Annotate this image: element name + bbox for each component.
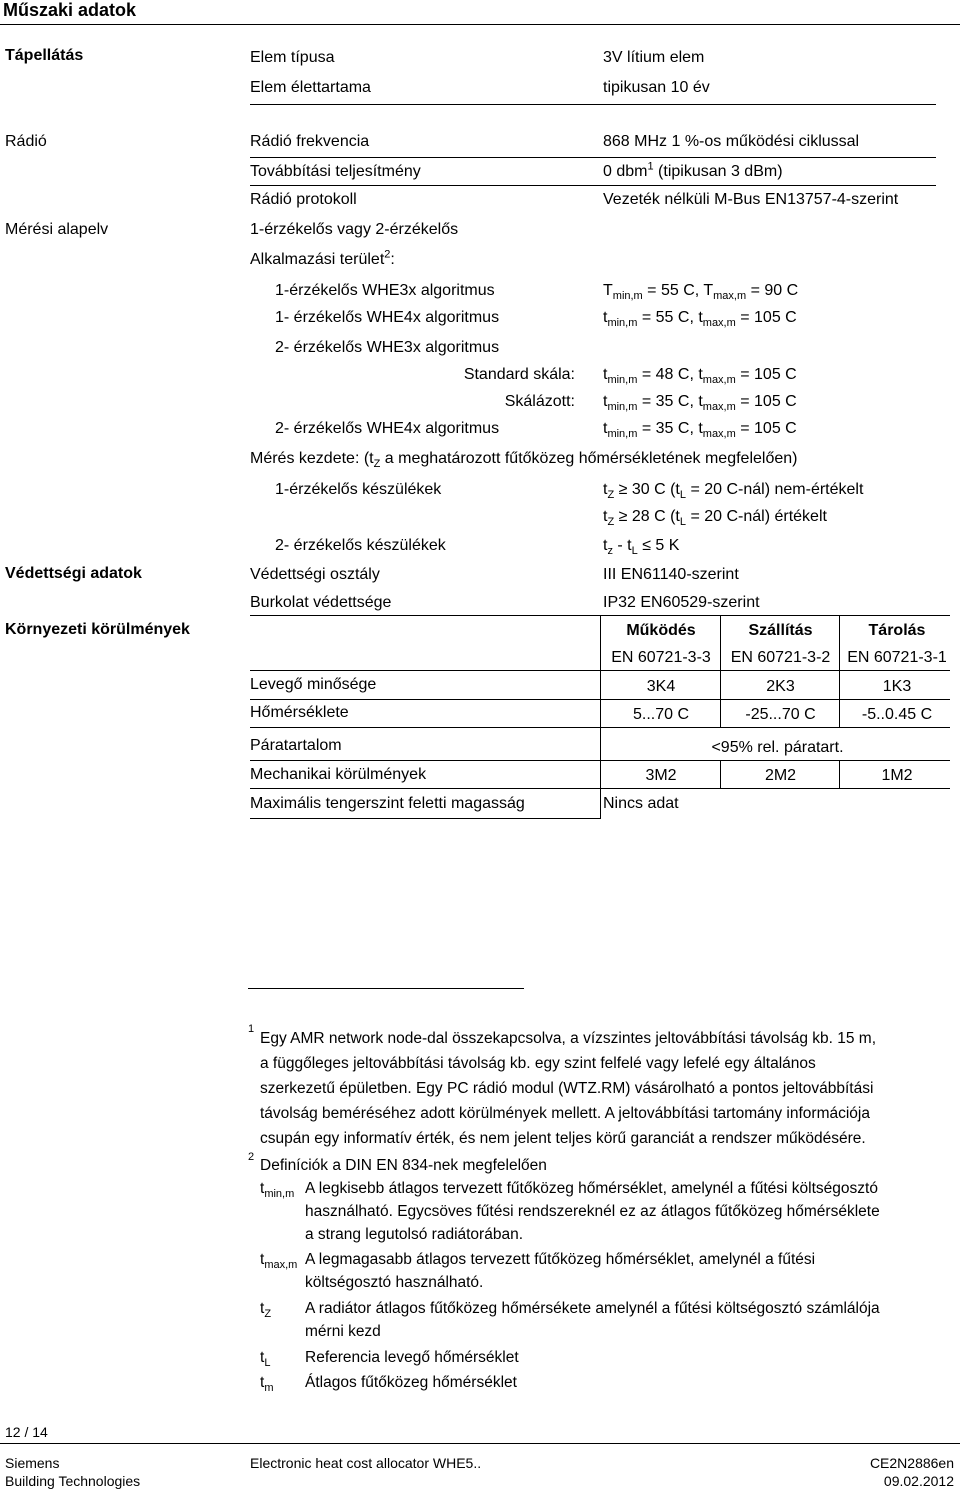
env-header-transport: Szállítás bbox=[748, 622, 813, 639]
section-measurement: Mérési alapelv bbox=[5, 221, 109, 238]
section-environment: Környezeti körülmények bbox=[5, 621, 190, 638]
housing-value: IP32 EN60529-szerint bbox=[603, 594, 760, 611]
env-vline-2 bbox=[720, 616, 721, 728]
standard-value: $t_{min,m} = 48$ C, $t_{max,m} = 105$ C bbox=[603, 366, 797, 387]
title-rule bbox=[0, 24, 960, 25]
footer-company-2: Building Technologies bbox=[5, 1473, 141, 1489]
def-tz-line-1: A radiátor átlagos fűtőközeg hőmérsékete amelynél a fűtési költségosztó számlálója bbox=[305, 1300, 880, 1317]
def-tmin-line-3: a strang legutolsó radiátorában. bbox=[305, 1226, 524, 1243]
radio-rule-2 bbox=[250, 185, 936, 186]
air-quality-storage: 1K3 bbox=[882, 678, 912, 695]
protection-class-label: Védettségi osztály bbox=[250, 566, 380, 583]
def-tmax-line-2: költségosztó használható. bbox=[305, 1274, 484, 1291]
air-quality-transport: 2K3 bbox=[766, 678, 795, 695]
footnote-1-line-3: szerkezetű épületben. Egy PC rádió modul (WTZ.RM) vásárolható a pontos jeltovábbítási bbox=[260, 1080, 874, 1097]
sensor-mode: 1-érzékelős vagy 2-érzékelős bbox=[250, 221, 459, 238]
air-quality-operation: 3K4 bbox=[646, 678, 676, 695]
env-standard-transport: EN 60721-3-2 bbox=[730, 649, 831, 666]
measurement-start: Mérés kezdete: ($t_Z$ a meghatározott fűtőközeg hőmérsékletének megfelelően) bbox=[250, 450, 798, 471]
env-vline-3 bbox=[839, 616, 840, 728]
def-tmax-symbol: $t_{max,m}$ bbox=[260, 1251, 298, 1272]
scaled-label: Skálázott: bbox=[504, 393, 575, 410]
housing-label: Burkolat védettsége bbox=[250, 594, 392, 611]
air-quality-label: Levegő minősége bbox=[250, 676, 377, 693]
humidity-value: <95% rel. páratart. bbox=[711, 739, 844, 756]
footnote-1-line-5: csupán egy informatív érték, és nem jelent teljes körű garanciát a rendszer működésére. bbox=[260, 1130, 866, 1147]
whe4x-1s-value: $t_{min,m} = 55$ C, $t_{max,m} = 105$ C bbox=[603, 309, 797, 330]
def-tmax-line-1: A legmagasabb átlagos tervezett fűtőközeg hőmérséklet, amelynél a fűtési bbox=[305, 1251, 816, 1268]
def-tmin-line-1: A legkisebb átlagos tervezett fűtőközeg hőmérséklet, amelynél a fűtési költségosztó bbox=[305, 1180, 878, 1197]
one-sensor-line-1: $t_Z \ge 30$ C ($t_L = 20$ C-nál) nem-értékelt bbox=[603, 481, 864, 502]
whe4x-1s-label: 1- érzékelős WHE4x algoritmus bbox=[275, 309, 500, 326]
battery-life-label: Elem élettartama bbox=[250, 79, 371, 96]
power-rule bbox=[250, 104, 936, 105]
env-vline-1 bbox=[600, 616, 601, 819]
radio-freq-value: 868 MHz 1 %-os működési ciklussal bbox=[603, 133, 860, 150]
mechanical-storage: 1M2 bbox=[881, 767, 913, 784]
battery-type-value: 3V lítium elem bbox=[603, 49, 705, 66]
footer-doc-id: CE2N2886en bbox=[869, 1455, 954, 1471]
one-sensor-devices: 1-érzékelős készülékek bbox=[275, 481, 442, 498]
env-vline-4 bbox=[720, 761, 721, 789]
page-number: 12 / 14 bbox=[5, 1424, 48, 1440]
whe3x-1s-label: 1-érzékelős WHE3x algoritmus bbox=[275, 282, 495, 299]
radio-rule-1 bbox=[250, 157, 936, 158]
footnote-separator bbox=[248, 988, 524, 989]
page-title: Műszaki adatok bbox=[3, 0, 137, 20]
def-tl-symbol: $t_L$ bbox=[260, 1349, 271, 1370]
radio-protocol-label: Rádió protokoll bbox=[250, 191, 357, 208]
env-standard-storage: EN 60721-3-1 bbox=[847, 649, 947, 666]
radio-power-value: 0 dbm$^1$ (tipikusan 3 dBm) bbox=[603, 160, 783, 180]
altitude-value: Nincs adat bbox=[603, 795, 679, 812]
one-sensor-line-2: $t_Z \ge 28$ C ($t_L = 20$ C-nál) értékelt bbox=[603, 508, 827, 529]
temperature-label: Hőmérséklete bbox=[250, 704, 349, 721]
battery-type-label: Elem típusa bbox=[250, 49, 335, 66]
whe4x-2s-label: 2- érzékelős WHE4x algoritmus bbox=[275, 420, 500, 437]
radio-freq-label: Rádió frekvencia bbox=[250, 133, 370, 150]
two-sensor-line: $t_z - t_L \le 5$ K bbox=[603, 537, 680, 558]
battery-life-value: tipikusan 10 év bbox=[603, 79, 710, 96]
temperature-transport: -25...70 C bbox=[745, 706, 816, 723]
footer-company-1: Siemens bbox=[5, 1455, 60, 1471]
footnote-1-line-2: a függőleges jeltovábbítási távolság kb. egy szint felfelé vagy lefelé egy általános bbox=[260, 1055, 816, 1072]
scaled-value: $t_{min,m} = 35$ C, $t_{max,m} = 105$ C bbox=[603, 393, 797, 414]
whe4x-2s-value: $t_{min,m} = 35$ C, $t_{max,m} = 105$ C bbox=[603, 420, 797, 441]
footnote-2-title: Definíciók a DIN EN 834-nek megfelelően bbox=[260, 1157, 547, 1174]
whe3x-1s-value: $T_{min,m} = 55$ C, $T_{max,m} = 90$ C bbox=[603, 282, 799, 303]
mechanical-operation: 3M2 bbox=[645, 767, 677, 784]
def-tz-symbol: $t_Z$ bbox=[260, 1300, 272, 1321]
def-tl-line-1: Referencia levegő hőmérséklet bbox=[305, 1349, 519, 1366]
def-tz-line-2: mérni kezd bbox=[305, 1323, 381, 1340]
footnote-2-number: 2 bbox=[248, 1151, 255, 1163]
section-power: Tápellátás bbox=[5, 47, 84, 64]
application-label: Alkalmazási terület$^2$: bbox=[250, 248, 395, 268]
mechanical-transport: 2M2 bbox=[764, 767, 797, 784]
def-tmin-symbol: $t_{min,m}$ bbox=[260, 1180, 295, 1201]
def-tm-line-1: Átlagos fűtőközeg hőmérséklet bbox=[305, 1374, 517, 1391]
two-sensor-devices: 2- érzékelős készülékek bbox=[275, 537, 446, 554]
protection-class-value: III EN61140-szerint bbox=[603, 566, 739, 583]
footer-date: 09.02.2012 bbox=[883, 1473, 954, 1489]
env-vline-5 bbox=[839, 761, 840, 789]
env-rule-6 bbox=[250, 818, 600, 819]
footer-rule bbox=[0, 1443, 960, 1444]
whe3x-2s-label: 2- érzékelős WHE3x algoritmus bbox=[275, 339, 500, 356]
footnote-1-line-1: Egy AMR network node-dal összekapcsolva, a vízszintes jeltovábbítási távolság kb. 15 m, bbox=[260, 1030, 876, 1047]
env-header-storage: Tárolás bbox=[868, 622, 926, 639]
section-protection: Védettségi adatok bbox=[5, 565, 142, 582]
humidity-label: Páratartalom bbox=[250, 737, 342, 754]
def-tm-symbol: $t_m$ bbox=[260, 1374, 274, 1395]
footer-product: Electronic heat cost allocator WHE5.. bbox=[250, 1455, 482, 1471]
radio-power-label: Továbbítási teljesítmény bbox=[250, 163, 421, 180]
altitude-label: Maximális tengerszint feletti magasság bbox=[250, 795, 525, 812]
def-tmin-line-2: használható. Egycsöves fűtési rendszereknél ez az átlagos fűtőközeg hőmérséklete bbox=[305, 1203, 880, 1220]
section-radio: Rádió bbox=[5, 133, 47, 150]
mechanical-label: Mechanikai körülmények bbox=[250, 766, 427, 783]
env-header-operation: Működés bbox=[626, 622, 696, 639]
standard-label: Standard skála: bbox=[463, 366, 575, 383]
env-standard-operation: EN 60721-3-3 bbox=[611, 649, 711, 666]
radio-protocol-value: Vezeték nélküli M-Bus EN13757-4-szerint bbox=[603, 191, 899, 208]
temperature-storage: -5..0.45 C bbox=[861, 706, 933, 723]
footnote-1-number: 1 bbox=[248, 1023, 255, 1035]
temperature-operation: 5...70 C bbox=[632, 706, 690, 723]
footnote-1-line-4: távolság beméréséhez adott körülmények mellett. A jeltovábbítási tartomány információja bbox=[260, 1105, 870, 1122]
